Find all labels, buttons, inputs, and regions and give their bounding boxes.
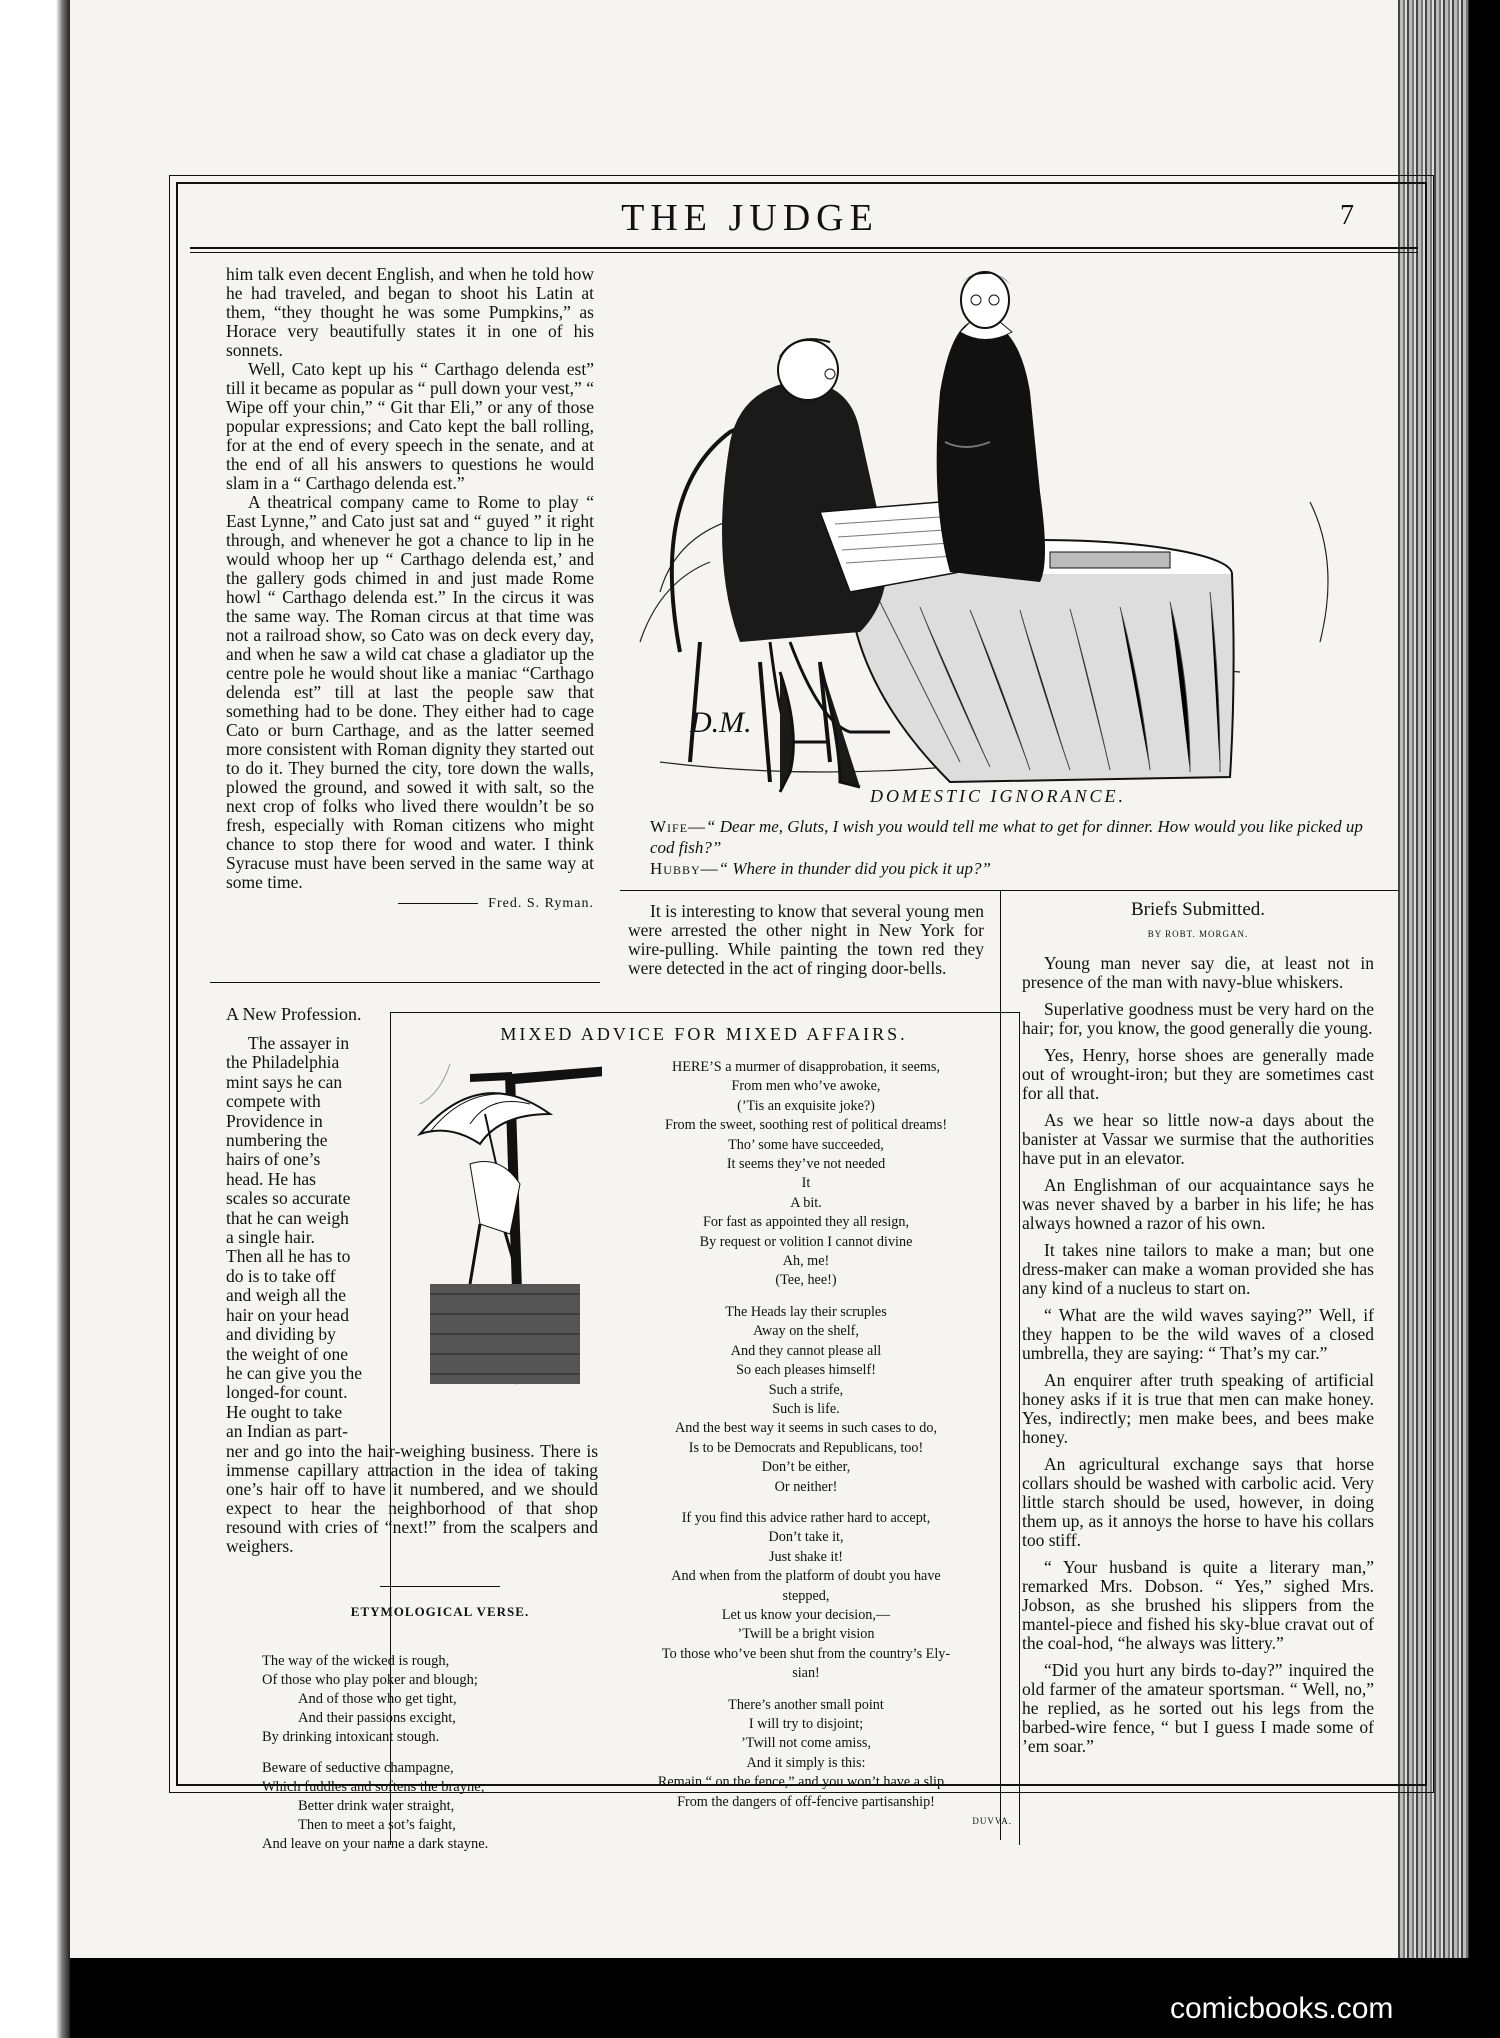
poem-line: Is to be Democrats and Republicans, too!	[688, 1439, 924, 1456]
new-profession-continuation: ner and go into the hair-weighing business. There is immense capillary attraction in the idea of taking one’s hair off to have it numbered, and we should expect to hear the neighborhood of that shop resound with cries of “next!” from the scalpers and weighers.	[226, 1440, 598, 1556]
poem-line: Tho’ some have succeeded,	[728, 1136, 884, 1153]
verse-line: By drinking intoxicant stough.	[262, 1729, 440, 1745]
poem-line: I will try to disjoint;	[748, 1716, 864, 1732]
poem-line: And when from the platform of doubt you have	[671, 1568, 941, 1585]
poem-line: And it simply is this:	[746, 1754, 866, 1771]
poem-line: sian!	[792, 1665, 820, 1682]
poem-line: (Tee, hee!)	[775, 1272, 837, 1289]
poem-line: Just shake it!	[768, 1548, 844, 1565]
masthead-title: THE JUDGE	[621, 197, 879, 239]
brief-item: Yes, Henry, horse shoes are generally made out of wrought-iron; but they are sometimes cast for all that.	[1022, 1045, 1374, 1103]
poem-line: So each pleases himself!	[736, 1362, 876, 1379]
poem-line: Remain “ on the fence,” and you won’t have a slip	[657, 1774, 945, 1791]
verse-line: Of those who play poker and blough;	[262, 1672, 478, 1688]
dialogue-line-hubby: Hubby—“ Where in thunder did you pick it up?”	[650, 859, 991, 878]
verse-line: Beware of seductive champagne,	[262, 1760, 454, 1776]
poem-line: Away on the shelf,	[753, 1323, 859, 1340]
poem-line: Such is life.	[772, 1400, 840, 1417]
verse-line: And leave on your name a dark stayne.	[262, 1836, 489, 1852]
mixed-advice-title: MIXED ADVICE FOR MIXED AFFAIRS.	[500, 1024, 908, 1044]
verse-line: Then to meet a sot’s faight,	[298, 1817, 456, 1833]
poem-line: Don’t be either,	[761, 1459, 851, 1476]
poem-line: It	[801, 1175, 811, 1192]
poem-line: If you find this advice rather hard to accept,	[681, 1509, 931, 1526]
poem-line: ’Twill be a bright vision	[737, 1626, 875, 1643]
poem-line: From the dangers of off-fencive partisanship!	[677, 1793, 935, 1810]
binding-gutter	[56, 0, 70, 2038]
poem-line: From the sweet, soothing rest of political dreams!	[664, 1117, 948, 1134]
poem-line: By request or volition I cannot divine	[699, 1233, 913, 1250]
domestic-ignorance-cartoon	[620, 262, 1376, 794]
poem-line: Let us know your decision,—	[721, 1606, 891, 1623]
signature-rule	[398, 903, 478, 904]
wirepulling-note: It is interesting to know that several young men were arrested the other night in New York for wire-pulling. While painting the town red they were detected in the act of ringing door-bells.	[628, 901, 984, 978]
narrow-column-text: The assayer in the Philadelphia mint says he can compete with Providence in numbering the hairs of one’s head. He has scales so accurate that he can weigh a single hair. Then all he has to do is to take off and weigh all the hair on your head and dividing by the weight of one he can give you the longed-for count. He ought to take an Indian as part-	[226, 1033, 363, 1442]
verse-line: The way of the wicked is rough,	[262, 1653, 450, 1669]
header-rule	[190, 247, 1418, 249]
brief-item: It takes nine tailors to make a man; but one dress-maker can make a woman provided she has any kind of a nucleus to start on.	[1022, 1240, 1374, 1298]
dialogue-line-wife: Wife—“ Dear me, Gluts, I wish you would tell me what to get for dinner. How would you like picked up cod fish?”	[650, 817, 1363, 857]
poem-line: For fast as appointed they all resign,	[702, 1214, 910, 1231]
watermark: comicbooks.com	[1170, 1992, 1394, 2025]
cartoon-title: DOMESTIC IGNORANCE.	[870, 786, 1126, 806]
poem-line: Don’t take it,	[768, 1529, 844, 1546]
cato-article	[226, 265, 594, 913]
section-rule	[210, 982, 600, 983]
verse-line: And of those who get tight,	[298, 1691, 457, 1707]
section-rule	[620, 890, 1398, 891]
article-paragraph: A theatrical company came to Rome to play “ East Lynne,” and Cato just sat and “ guyed ” it right through, and whenever he got a chance to lip in he would whoop her up “ Carthago delenda est,’ and the gallery gods chimed in and just made Rome howl “ Carthago delenda est.” In the circus it was the same way. The Roman circus at that time was not a railroad show, so Cato was on deck every day, and when he saw a wild cat chase a gladiator up the centre pole he would shout like a maniac “Carthago delenda est” till at last the people saw that something had to be done. They either had to cage Cato or burn Carthage, and as the latter seemed more consistent with Roman dignity they started out to do it. They burned the city, tore down the walls, plowed the ground, and sowed it with salt, so the next crop of folks who lived there wouldn’t be so fresh, especially with Roman citizens who might chance to stop there for wood and water. I think Syracuse must have been served in the same way at some time.	[226, 492, 594, 892]
brief-item: Young man never say die, at least not in presence of the man with navy-blue whiskers.	[1022, 953, 1374, 992]
article-paragraph: him talk even decent English, and when he told how he had traveled, and began to shoot his Latin at them, “they thought he was some Pumpkins,” as Horace very beautifully states it in one of his sonnets.	[226, 264, 594, 360]
briefs-byline: BY ROBT. MORGAN.	[1147, 929, 1249, 939]
article-signature-row	[226, 894, 594, 913]
verse-line: And their passions excight,	[298, 1710, 456, 1726]
poem-line: It seems they’ve not needed	[726, 1156, 886, 1173]
poem-line: ’Twill not come amiss,	[741, 1735, 871, 1752]
new-profession-heading: A New Profession.	[226, 1004, 362, 1024]
brief-item: As we hear so little now-a days about the banister at Vassar we surmise that the authorities have put in an elevator.	[1022, 1110, 1374, 1168]
briefs-heading: Briefs Submitted.	[1130, 899, 1266, 920]
verse-line: Which fuddles and softens the brayne;	[262, 1779, 485, 1795]
poem-line: To those who’ve been shut from the country’s Ely-	[661, 1645, 951, 1662]
page-number: 7	[1340, 200, 1354, 231]
article-paragraph: Well, Cato kept up his “ Carthago delenda est” till it became as popular as “ pull down your vest,” “ Wipe off your chin,” “ Git thar Eli,” or any of those popular expressions; and Cato kept the ball rolling, for at the end of every speech in the senate, and at the end of all his answers to questions he would slam in a “ Carthago delenda est.”	[226, 359, 594, 493]
poem-line: stepped,	[782, 1587, 830, 1604]
poem-line: HERE’S a murmer of disapprobation, it seems,	[672, 1059, 940, 1075]
poem-line: A bit.	[790, 1194, 822, 1211]
verse-line: Better drink water straight,	[298, 1798, 455, 1814]
poem-line: Or neither!	[774, 1478, 838, 1495]
brief-item: An agricultural exchange says that horse collars should be washed with carbolic acid. Very little starch should be used, however, in doing them up, as it annoys the horse to have his collars too stiff.	[1022, 1454, 1374, 1550]
brief-item: An Englishman of our acquaintance says he was never shaved by a barber in his life; he has always howned a razor of his own.	[1022, 1175, 1374, 1233]
brief-item: “ Your husband is quite a literary man,” remarked Mrs. Dobson. “ Yes,” sighed Mrs. Jobson, as she brushed his slippers from the mantel-piece and fished his sky-blue cravat out of the coal-hod, “he always was littery.”	[1022, 1557, 1374, 1653]
brief-item: An enquirer after truth speaking of artificial honey asks if it is true that men can make honey. Yes, indirectly; men make bees, and bees make honey.	[1022, 1370, 1374, 1447]
cartoon-dialogue	[650, 816, 1376, 879]
artist-monogram: D.M.	[690, 706, 752, 739]
briefs-submitted-column	[1022, 900, 1374, 1756]
brief-item: “ What are the wild waves saying?” Well, if they happen to be the wild waves of a closed umbrella, they are saying: “ That’s my car.”	[1022, 1305, 1374, 1363]
mixed-advice-poem	[600, 1058, 1012, 1831]
poem-line: And they cannot please all	[730, 1342, 882, 1359]
poem-line: (’Tis an exquisite joke?)	[737, 1097, 875, 1114]
poem-line: From men who’ve awoke,	[731, 1078, 881, 1095]
poem-line: Such a strife,	[768, 1381, 844, 1398]
article-signature: Fred. S. Ryman.	[488, 896, 594, 911]
poem-line: Ah, me!	[782, 1253, 830, 1270]
poem-line: The Heads lay their scruples	[725, 1303, 887, 1320]
poem-line: There’s another small point	[728, 1696, 884, 1713]
brief-item: Superlative goodness must be very hard on the hair; for, you know, the good generally die young.	[1022, 999, 1374, 1038]
etymological-verse-title: ETYMOLOGICAL VERSE.	[350, 1604, 530, 1619]
poem-line: And the best way it seems in such cases to do,	[674, 1420, 938, 1437]
poem-signature: DUVVA.	[972, 1816, 1012, 1827]
header-rule-thin	[190, 252, 1418, 253]
brief-item: “Did you hurt any birds to-day?” inquired the old farmer of the amateur sportsman. “ Well, no,” he replied, as he sorted out his legs from the barbed-wire fence, “ but I guess I made some of ’em soar.”	[1022, 1660, 1374, 1756]
